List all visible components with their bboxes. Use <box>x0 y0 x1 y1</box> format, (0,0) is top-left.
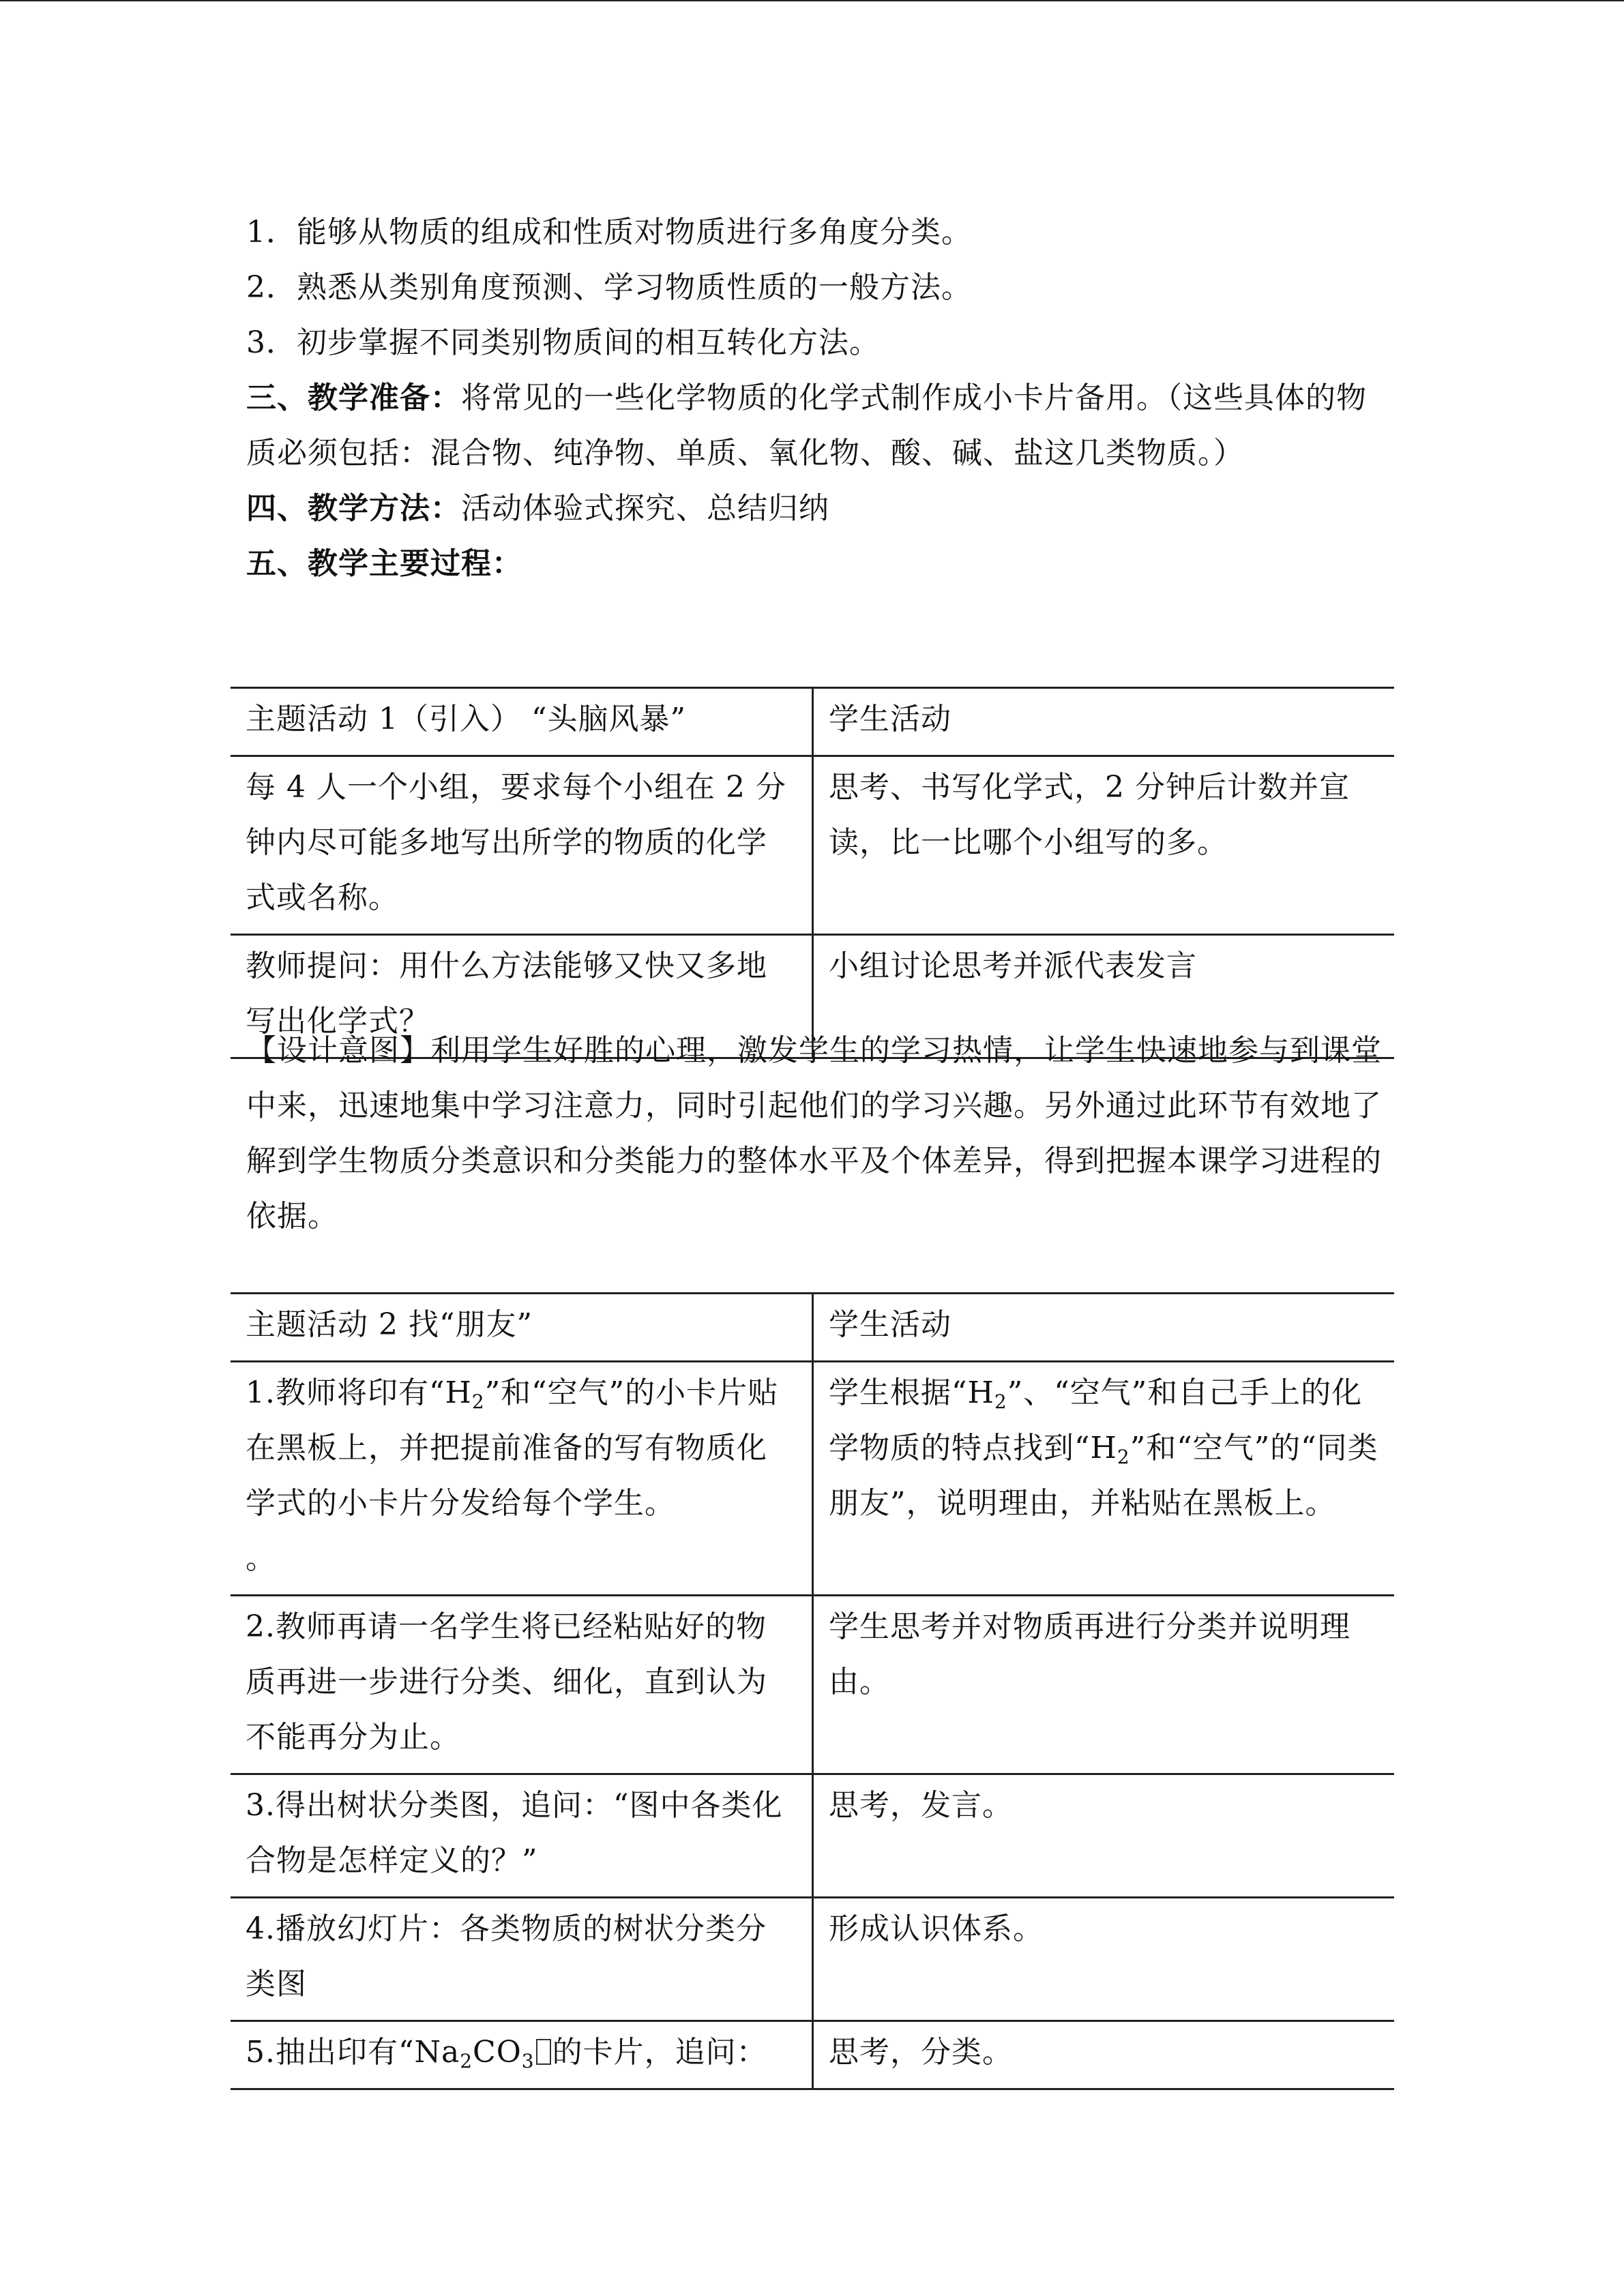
table1-row2-left: 教师提问：用什么方法能够又快又多地写出化学式？ <box>231 935 813 1058</box>
missing-glyph-box <box>536 2039 551 2065</box>
activity-1-table <box>231 687 1394 1059</box>
section-heading-process: 五、教学主要过程： <box>246 546 522 581</box>
subscript: 3 <box>521 2050 535 2072</box>
text-segment: ”和“空气”的小卡片贴在黑板上，并把提前准备的写有物质化学式的小卡片分发给每个学生。 <box>246 1375 779 1521</box>
subscript: 2 <box>994 1390 1007 1413</box>
subscript: 2 <box>471 1390 485 1413</box>
objective-2: 2．熟悉从类别角度预测、学习物质性质的一般方法。 <box>246 270 972 305</box>
table2-row1-right <box>813 1362 1395 1596</box>
method-text: 活动体验式探究、总结归纳 <box>461 491 829 526</box>
table2-row3-right: 思考，发言。 <box>813 1774 1395 1898</box>
table-row <box>231 1774 1394 1898</box>
text-segment: 的卡片，追问： <box>552 2035 767 2070</box>
table2-row3-left: 3.得出树状分类图，追问：“图中各类化合物是怎样定义的？” <box>231 1774 813 1898</box>
text-segment: 学生根据“H <box>829 1375 994 1410</box>
text-segment: 1.教师将印有“H <box>246 1375 472 1410</box>
text-segment: ”、“空气”和自己手上的化学物质的特点找到“H <box>829 1375 1363 1465</box>
table2-header-right: 学生活动 <box>813 1294 1395 1362</box>
table2-header-left: 主题活动 2 找“朋友” <box>231 1294 813 1362</box>
objective-3: 3．初步掌握不同类别物质间的相互转化方法。 <box>246 325 880 360</box>
objective-1: 1．能够从物质的组成和性质对物质进行多角度分类。 <box>246 215 972 250</box>
table2-row5-left <box>231 2021 813 2089</box>
text-segment: 5.抽出印有“Na <box>246 2035 460 2070</box>
document-body <box>246 205 1392 591</box>
table1-row2-right: 小组讨论思考并派代表发言 <box>813 935 1395 1058</box>
table-row <box>231 756 1394 935</box>
text-segment: 。 <box>246 1541 276 1576</box>
activity-2-table <box>231 1292 1394 2090</box>
design-intent: 【设计意图】利用学生好胜的心理，激发学生的学习热情，让学生快速地参与到课堂中来，迅速地集中学习注意力，同时引起他们的学习兴趣。另外通过此环节有效地了解到学生物质分类意识和分类能力的整体水平及个体差异，得到把握本课学习进程的依据。 <box>246 1033 1382 1234</box>
table1-header-left: 主题活动 1（引入） “头脑风暴” <box>231 688 813 756</box>
prep-text: 将常见的一些化学物质的化学式制作成小卡片备用。（这些具体的物质必须包括：混合物、纯净物、单质、氧化物、酸、碱、盐这几类物质。） <box>246 381 1367 471</box>
subscript: 2 <box>1117 1446 1130 1468</box>
table2-row5-right: 思考，分类。 <box>813 2021 1395 2089</box>
table-row <box>231 2021 1394 2089</box>
table2-row2-right: 学生思考并对物质再进行分类并说明理由。 <box>813 1596 1395 1774</box>
teaching-preparation <box>246 370 1392 481</box>
table-row <box>231 1898 1394 2021</box>
table-row <box>231 1596 1394 1774</box>
table2-row2-left: 2.教师再请一名学生将已经粘贴好的物质再进一步进行分类、细化，直到认为不能再分为止。 <box>231 1596 813 1774</box>
section-heading-prep: 三、教学准备： <box>246 381 461 415</box>
table2-row4-left: 4.播放幻灯片：各类物质的树状分类分类图 <box>231 1898 813 2021</box>
table2-row1-left <box>231 1362 813 1596</box>
section-heading-method: 四、教学方法： <box>246 491 461 526</box>
table-row <box>231 688 1394 756</box>
table1-header-right: 学生活动 <box>813 688 1395 756</box>
table2-row4-right: 形成认识体系。 <box>813 1898 1395 2021</box>
teaching-method <box>246 481 1392 536</box>
table-row <box>231 1294 1394 1362</box>
table1-row1-right: 思考、书写化学式，2 分钟后计数并宣读，比一比哪个小组写的多。 <box>813 756 1395 935</box>
table1-row1-left: 每 4 人一个小组，要求每个小组在 2 分钟内尽可能多地写出所学的物质的化学式或名称。 <box>231 756 813 935</box>
page-top-border <box>0 0 1624 1</box>
text-segment: ”和“空气”的“同类朋友”，说明理由，并粘贴在黑板上。 <box>829 1431 1378 1521</box>
table-row <box>231 1362 1394 1596</box>
subscript: 2 <box>460 2050 473 2072</box>
text-segment: CO <box>473 2035 522 2070</box>
